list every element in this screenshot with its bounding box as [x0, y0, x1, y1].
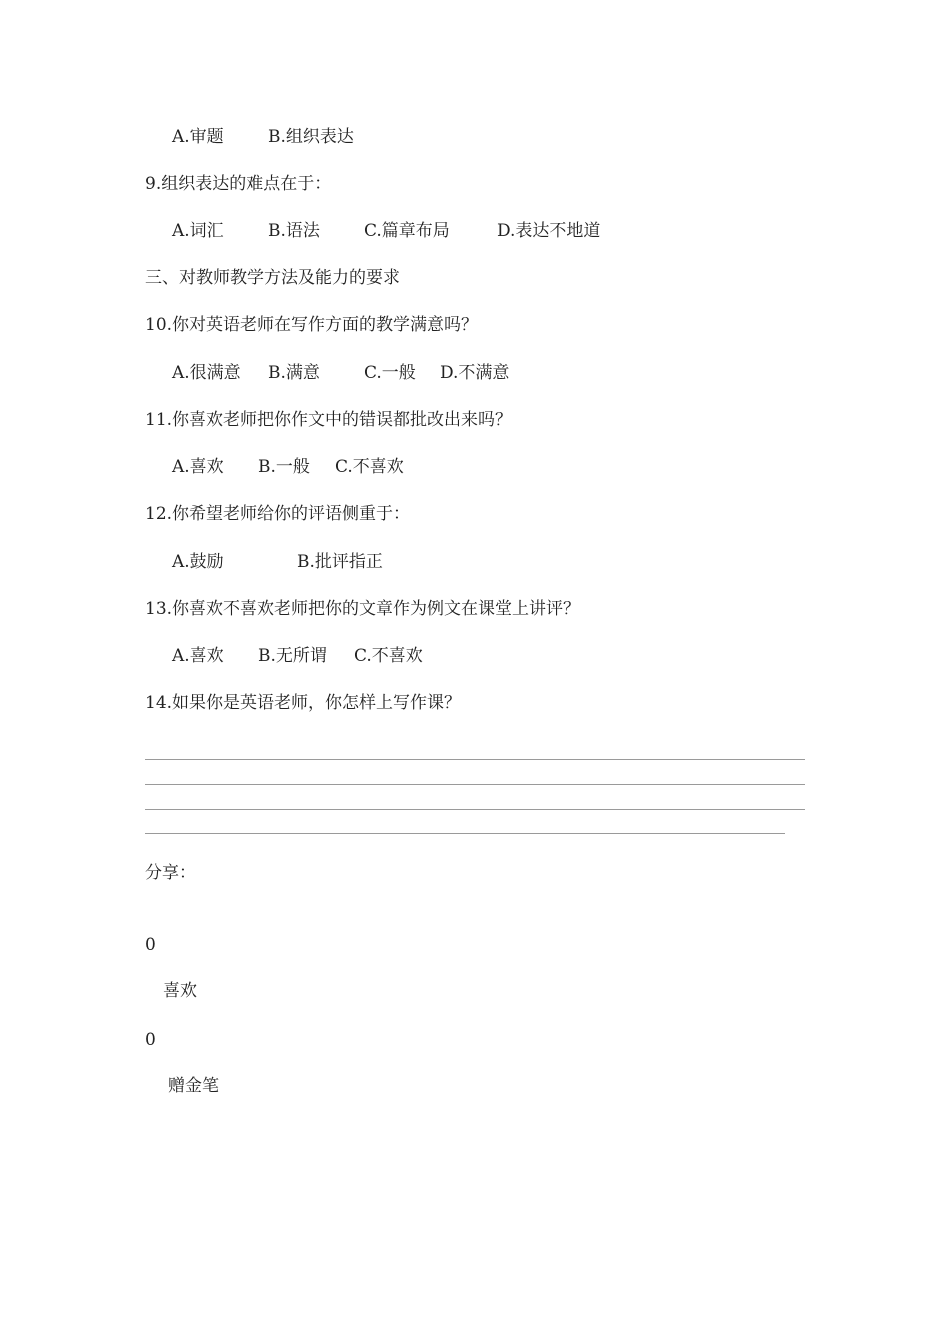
q11-option-b[interactable]: B.一般	[258, 457, 310, 477]
q9-option-b[interactable]: B.语法	[268, 221, 320, 241]
section-heading: 三、对教师教学方法及能力的要求	[145, 268, 400, 288]
q9-option-a[interactable]: A.词汇	[172, 221, 224, 241]
q8-option-b[interactable]: B.组织表达	[268, 127, 354, 147]
answer-line[interactable]	[145, 833, 785, 834]
q10-option-b[interactable]: B.满意	[268, 363, 320, 383]
like-button[interactable]: 喜欢	[163, 981, 197, 1001]
q14-question: 14.如果你是英语老师，你怎样上写作课？	[145, 693, 462, 713]
q8-option-a[interactable]: A.审题	[172, 127, 224, 147]
q10-option-d[interactable]: D.不满意	[440, 363, 510, 383]
answer-line[interactable]	[145, 784, 805, 785]
q13-option-b[interactable]: B.无所谓	[258, 646, 327, 666]
q12-option-a[interactable]: A.鼓励	[172, 552, 224, 572]
q9-option-d[interactable]: D.表达不地道	[497, 221, 601, 241]
answer-line[interactable]	[145, 759, 805, 760]
q13-question: 13.你喜欢不喜欢老师把你的文章作为例文在课堂上讲评？	[145, 599, 581, 619]
q13-option-a[interactable]: A.喜欢	[172, 646, 224, 666]
q9-question: 9.组织表达的难点在于：	[145, 174, 332, 194]
q10-option-c[interactable]: C.一般	[364, 363, 416, 383]
share-label[interactable]: 分享：	[145, 863, 196, 883]
q13-option-c[interactable]: C.不喜欢	[354, 646, 423, 666]
like-count: 0	[145, 935, 156, 955]
q10-option-a[interactable]: A.很满意	[172, 363, 241, 383]
q11-option-c[interactable]: C.不喜欢	[335, 457, 404, 477]
q12-option-b[interactable]: B.批评指正	[297, 552, 383, 572]
q9-option-c[interactable]: C.篇章布局	[364, 221, 450, 241]
answer-line[interactable]	[145, 809, 805, 810]
q10-question: 10.你对英语老师在写作方面的教学满意吗？	[145, 315, 479, 335]
q11-option-a[interactable]: A.喜欢	[172, 457, 224, 477]
q12-question: 12.你希望老师给你的评语侧重于：	[145, 504, 411, 524]
pen-count: 0	[145, 1030, 156, 1050]
q11-question: 11.你喜欢老师把你作文中的错误都批改出来吗？	[145, 410, 513, 430]
gift-pen-button[interactable]: 赠金笔	[168, 1076, 219, 1096]
